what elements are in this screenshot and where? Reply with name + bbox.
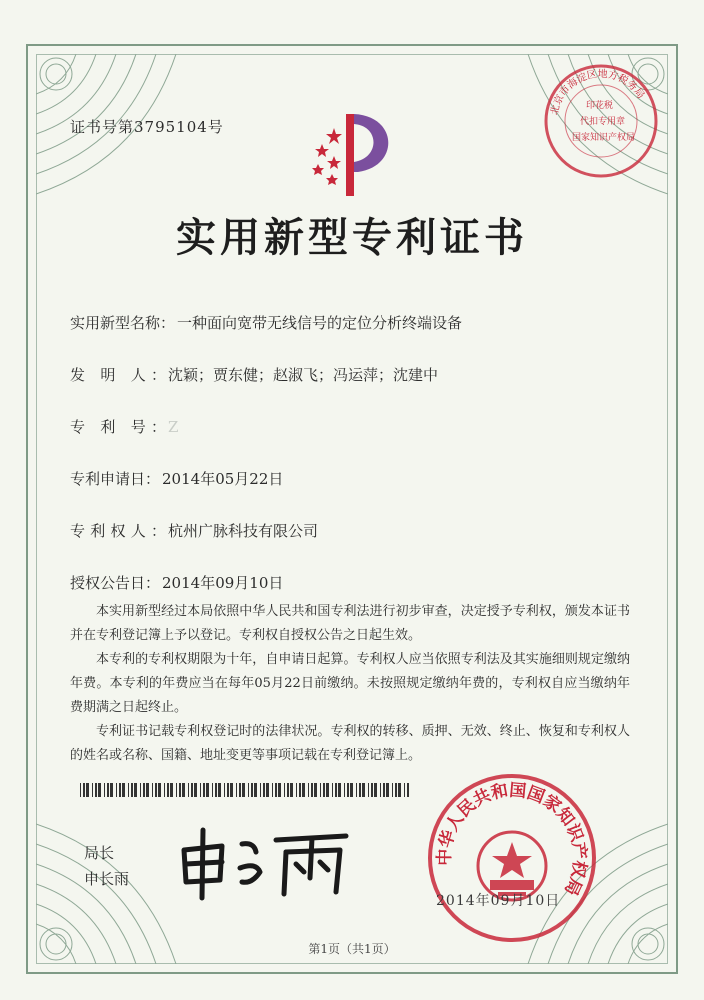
tax-seal-line: 印花税 bbox=[586, 101, 614, 111]
field-inventors bbox=[70, 364, 438, 385]
field-value: 2014年09月10日 bbox=[162, 574, 284, 592]
field-label: 专利申请日： bbox=[70, 470, 161, 488]
director-name: 申长雨 bbox=[84, 870, 130, 888]
field-patentee bbox=[70, 520, 318, 541]
tax-seal-ring-text: 北京市海淀区地方税务局 bbox=[549, 68, 647, 117]
tax-seal bbox=[542, 62, 660, 184]
page-footer: 第1页（共1页） bbox=[308, 942, 396, 956]
field-label: 专利权人： bbox=[70, 522, 166, 540]
field-utility-model-name bbox=[70, 312, 462, 333]
field-value: 2014年05月22日 bbox=[162, 470, 284, 488]
field-value: Z bbox=[168, 418, 180, 436]
body-paragraph: 本专利的专利权期限为十年，自申请日起算。专利权人应当依照专利法及其实施细则规定缴纳年费。本专利的年费应当在每年05月22日前缴纳。未按照规定缴纳年费的，专利权自应当缴纳年费期满之日起终止。 bbox=[70, 652, 630, 715]
cnipa-seal-ring-text: 中华人民共和国国家知识产权局 bbox=[434, 780, 590, 899]
field-label: 专 利 号： bbox=[70, 418, 166, 436]
cnipa-seal bbox=[424, 770, 600, 946]
director-title: 局长 bbox=[84, 844, 115, 862]
tax-seal-line: 国家知识产权局 bbox=[572, 133, 636, 143]
certificate-number: 证书号第3795104号 bbox=[70, 118, 224, 136]
field-label: 发 明 人： bbox=[70, 366, 166, 384]
body-paragraph: 专利证书记载专利权登记时的法律状况。专利权的转移、质押、无效、终止、恢复和专利权人的姓名或名称、国籍、地址变更等事项记载在专利登记簿上。 bbox=[70, 724, 630, 763]
field-label: 授权公告日： bbox=[70, 574, 161, 592]
field-value: 一种面向宽带无线信号的定位分析终端设备 bbox=[177, 314, 463, 332]
field-label: 实用新型名称： bbox=[70, 314, 176, 332]
tax-seal-line: 代扣专用章 bbox=[580, 117, 626, 127]
director-signature-icon bbox=[176, 822, 366, 902]
field-announcement-date bbox=[70, 572, 283, 593]
issue-date: 2014年09月10日 bbox=[436, 893, 561, 909]
certificate-title: 实用新型专利证书 bbox=[176, 214, 528, 261]
body-paragraph: 本实用新型经过本局依照中华人民共和国专利法进行初步审查，决定授予专利权，颁发本证书并在专利登记簿上予以登记。专利权自授权公告之日起生效。 bbox=[70, 604, 630, 643]
certificate-body bbox=[70, 600, 630, 768]
field-value: 沈颖；贾东健；赵淑飞；冯运萍；沈建中 bbox=[168, 366, 439, 384]
barcode bbox=[80, 783, 410, 797]
field-value: 杭州广脉科技有限公司 bbox=[168, 522, 319, 540]
patent-office-logo-icon bbox=[288, 106, 408, 202]
field-filing-date bbox=[70, 468, 283, 489]
field-patent-number bbox=[70, 416, 179, 437]
